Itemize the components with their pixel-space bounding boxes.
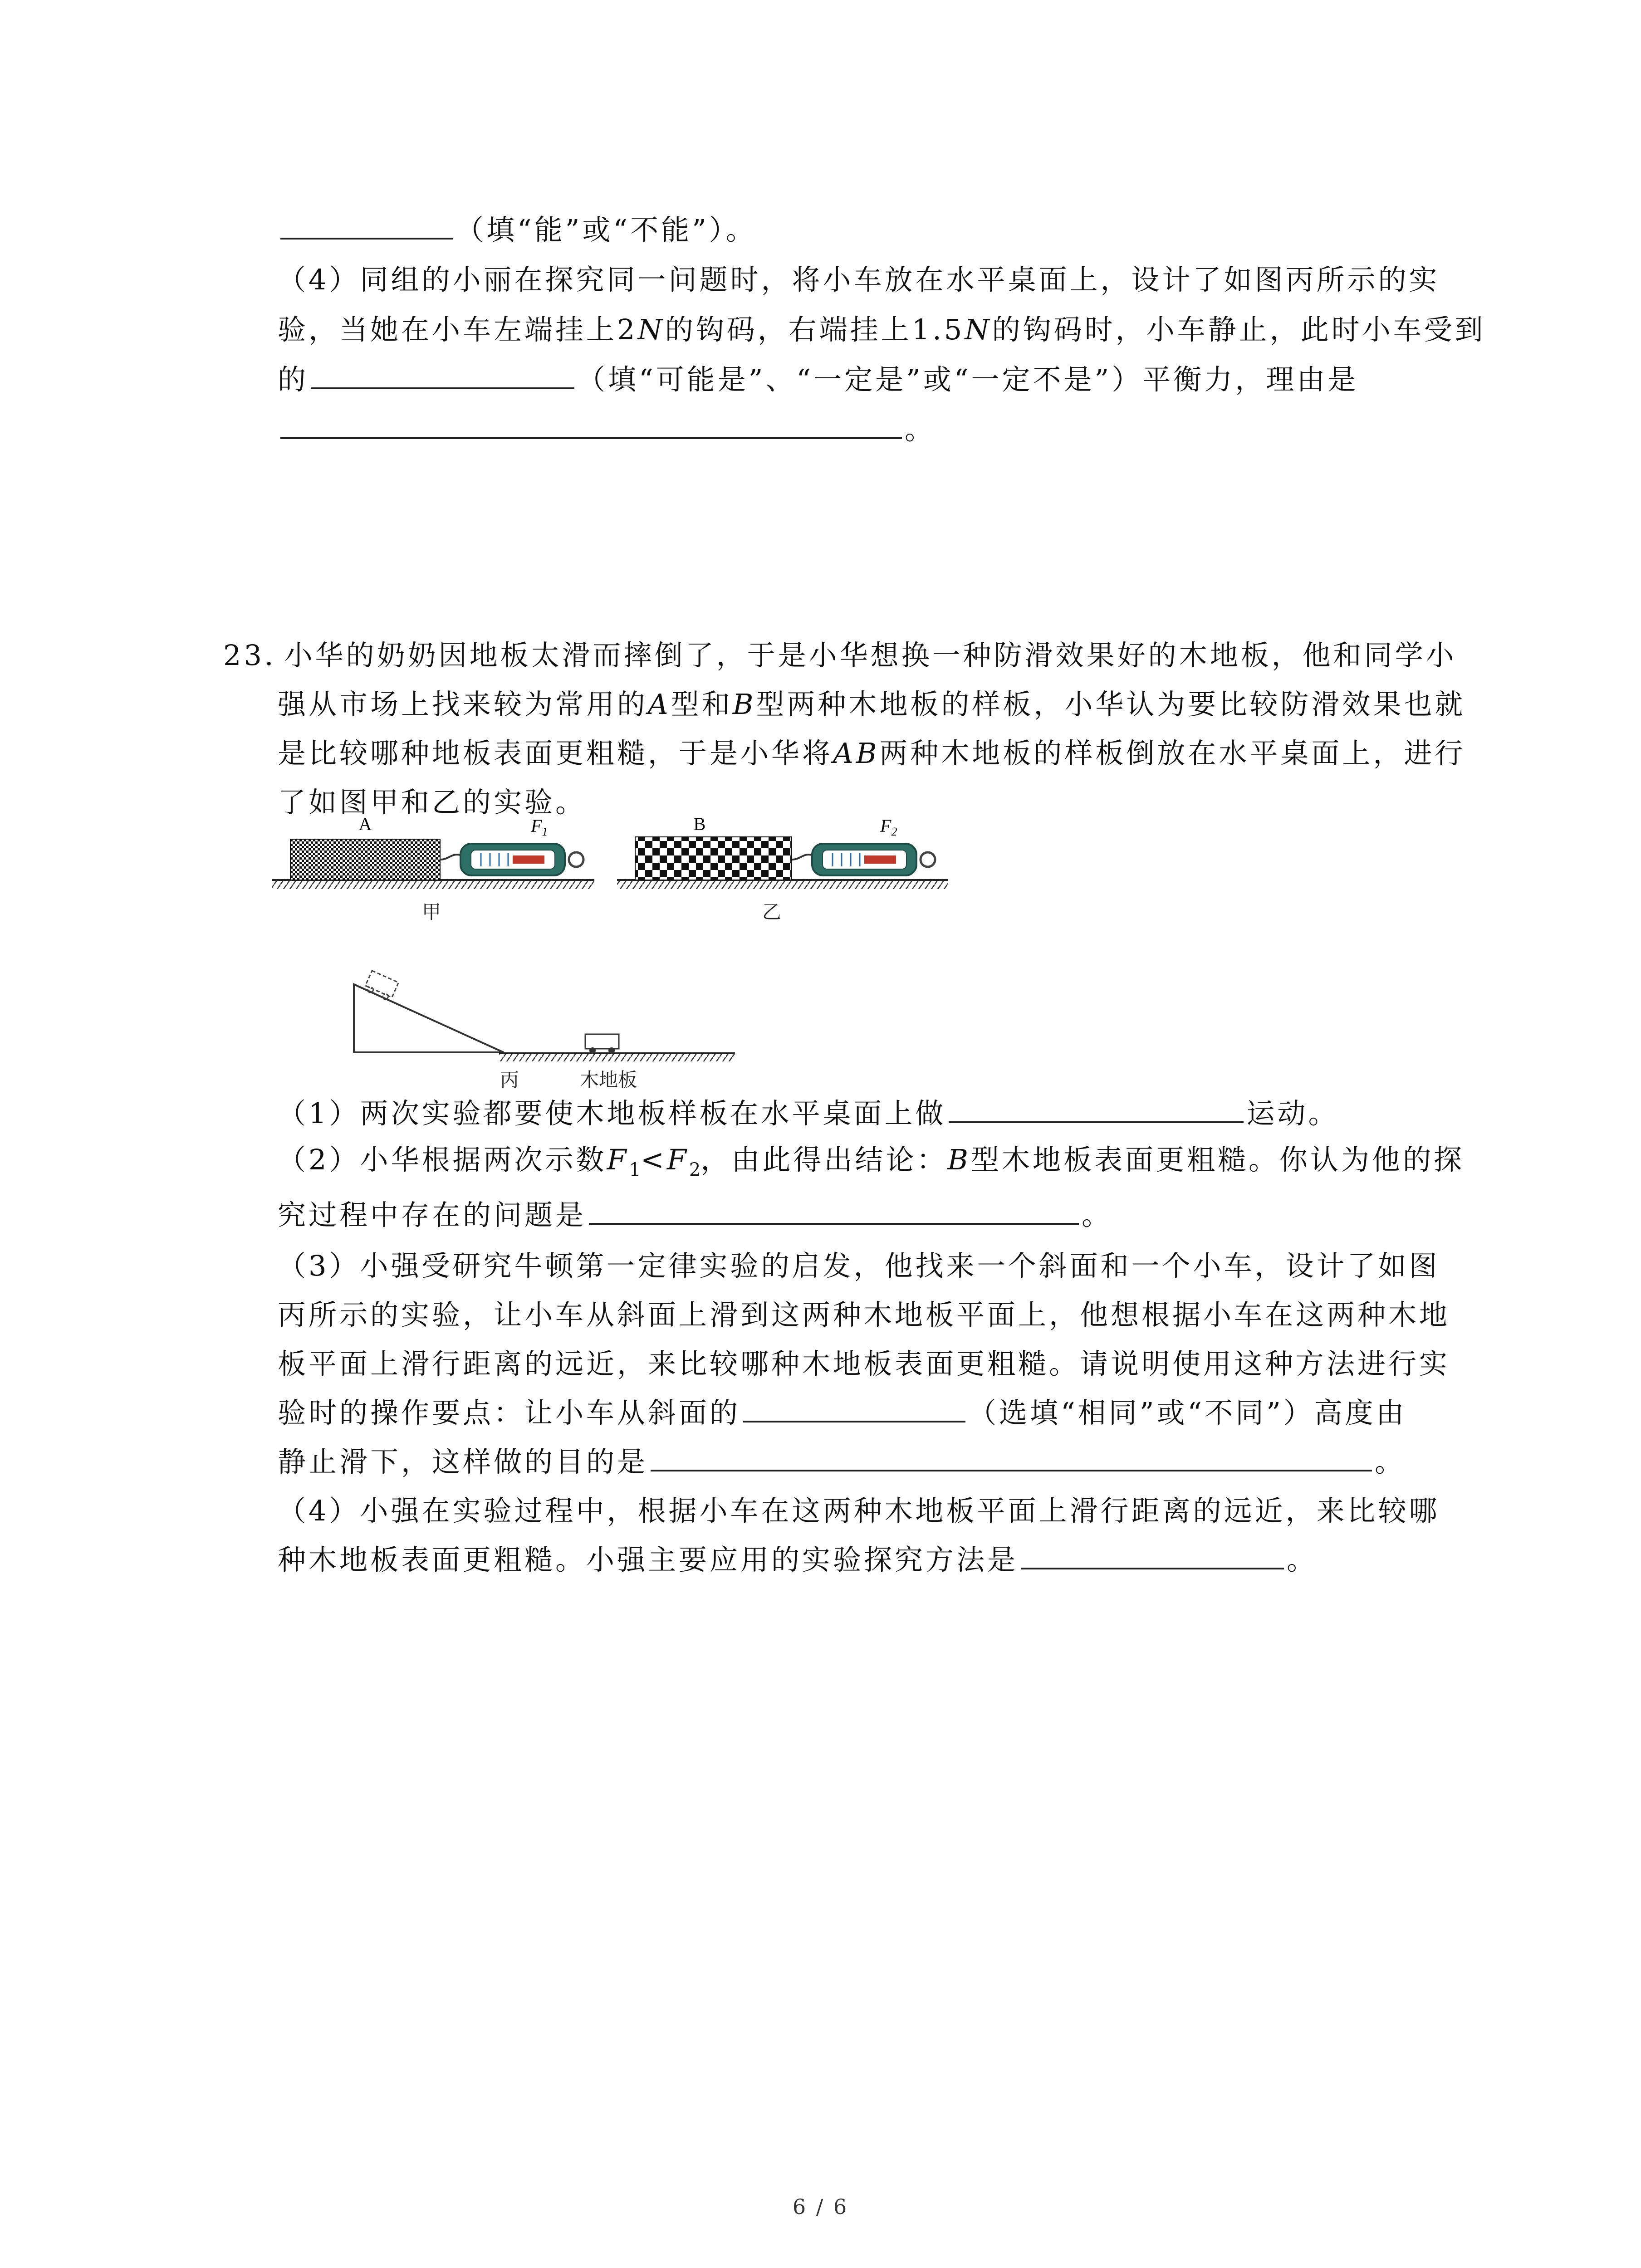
block-b: [635, 837, 792, 880]
q23-part3-line3: 板平面上滑行距离的远近，来比较哪种木地板表面更粗糙。请说明使用这种方法进行实: [278, 1347, 1450, 1380]
q22-text: 的钩码时，小车静止，此时小车受到: [992, 313, 1486, 346]
q23-text: 小华的奶奶因地板太滑而摔倒了，于是小华想换一种防滑效果好的木地板，他和同学小: [284, 639, 1457, 672]
q23-part2-line2: [278, 1195, 1112, 1236]
q23-text: 究过程中存在的问题是: [278, 1198, 587, 1232]
q22-line1: [278, 210, 757, 250]
q22-text: 验，当她在小车左端挂上: [278, 313, 617, 346]
cart: [585, 1034, 619, 1054]
force-2-subscript: 2: [891, 825, 897, 838]
incline-figure: [345, 948, 744, 1061]
q23-text: 型两种木地板的样板，小华认为要比较防滑效果也就: [756, 688, 1466, 721]
q23-var: A: [648, 688, 671, 721]
spring-scale-2: [792, 844, 935, 875]
q23-var: B: [947, 1143, 971, 1176]
q23-part4-line1: （4）小强在实验过程中，根据小车在这两种木地板平面上滑行距离的远近，来比较哪: [278, 1494, 1440, 1527]
q23-text: 强从市场上找来较为常用的: [278, 688, 648, 721]
q22-line1-text: （填“能”或“不能”）。: [456, 213, 757, 246]
q22-text: 1.5: [911, 313, 965, 346]
table-surface-hatch: [617, 881, 948, 889]
q23-subscript: 2: [689, 1159, 701, 1180]
friction-figure: [268, 812, 962, 930]
q22-line5: [278, 409, 936, 450]
question-number: 23.: [223, 639, 276, 672]
answer-blank[interactable]: [589, 1195, 1079, 1225]
q23-text: （选填“相同”或“不同”）高度由: [968, 1396, 1407, 1429]
q23-part3-line4: [278, 1393, 1407, 1433]
answer-blank[interactable]: [280, 210, 453, 240]
answer-blank[interactable]: [311, 359, 574, 389]
q23-part1: [278, 1093, 1339, 1134]
table-surface-hatch: [272, 881, 594, 889]
q23-text: 。: [1082, 1198, 1113, 1232]
q23-text: （2）小华根据两次示数: [278, 1143, 607, 1176]
q23-var: F: [607, 1143, 629, 1176]
q23-text: （1）两次实验都要使木地板样板在水平桌面上做: [278, 1097, 946, 1130]
force-1-subscript: 1: [542, 825, 548, 838]
q23-line4: 了如图甲和乙的实验。: [278, 786, 587, 819]
q23-subscript: 1: [629, 1159, 641, 1180]
q22-line3: [278, 309, 1486, 350]
incline-ramp: [354, 984, 504, 1052]
q23-text: 。: [1375, 1445, 1406, 1478]
caption-jia: 甲: [422, 901, 441, 923]
q22-text: 。: [905, 413, 936, 446]
q23-text: 两种木地板的样板倒放在水平桌面上，进行: [879, 737, 1466, 770]
spring-scale-1: [440, 844, 583, 875]
q22-text: 的钩码，右端挂上: [665, 313, 912, 346]
q23-text: 运动。: [1246, 1097, 1339, 1130]
q23-text: 静止滑下，这样做的目的是: [278, 1445, 648, 1478]
q23-line3: [278, 733, 1465, 774]
force-2-label: [880, 816, 897, 838]
q22-text: 2: [617, 313, 638, 346]
block-a: [290, 839, 440, 880]
q23-text: 种木地板表面更粗糙。小强主要应用的实验探究方法是: [278, 1543, 1019, 1576]
q23-var: B: [732, 688, 756, 721]
q23-var: F: [666, 1143, 689, 1176]
q23-part4-line2: [278, 1540, 1318, 1580]
q23-text: ，由此得出结论：: [700, 1143, 948, 1176]
q23-var: AB: [833, 737, 880, 770]
q22-line4: [278, 359, 1358, 400]
caption-yi: 乙: [762, 901, 782, 923]
q23-part3-line1: （3）小强受研究牛顿第一定律实验的启发，他找来一个斜面和一个小车，设计了如图: [278, 1249, 1440, 1282]
block-a-label: A: [358, 814, 372, 834]
q22-unit: N: [965, 313, 992, 346]
answer-blank[interactable]: [1021, 1540, 1284, 1569]
page-number: 6 / 6: [792, 2195, 849, 2219]
q23-text: 型和: [671, 688, 733, 721]
q22-line2: （4）同组的小丽在探究同一问题时，将小车放在水平桌面上，设计了如图丙所示的实: [278, 263, 1440, 296]
q23-part3-line5: [278, 1442, 1406, 1482]
q23-part3-line2: 丙所示的实验，让小车从斜面上滑到这两种木地板平面上，他想根据小车在这两种木地: [278, 1298, 1450, 1331]
q23-line1: [223, 635, 1457, 676]
answer-blank[interactable]: [949, 1093, 1244, 1123]
q23-text: 型木地板表面更粗糙。你认为他的探: [970, 1143, 1465, 1176]
floor-hatch: [499, 1054, 735, 1061]
force-1-label: [530, 816, 548, 838]
caption-bing: 丙: [500, 1069, 519, 1091]
q23-part2: [278, 1139, 1465, 1190]
q23-text: 是比较哪种地板表面更粗糙，于是小华将: [278, 737, 833, 770]
q23-text: 验时的操作要点：让小车从斜面的: [278, 1396, 741, 1429]
q23-text: 。: [1287, 1543, 1318, 1576]
q23-symbol: <: [640, 1143, 667, 1176]
q22-unit: N: [637, 313, 665, 346]
q23-line2: [278, 684, 1465, 725]
q22-text: （填“可能是”、“一定是”或“一定不是”）平衡力，理由是: [577, 363, 1359, 396]
answer-blank[interactable]: [651, 1442, 1372, 1471]
answer-blank[interactable]: [743, 1393, 965, 1422]
block-b-label: B: [693, 814, 706, 834]
answer-blank[interactable]: [280, 409, 902, 439]
force-2-symbol: F: [880, 816, 892, 836]
floor-label: 木地板: [580, 1069, 637, 1091]
force-1-symbol: F: [531, 816, 542, 836]
q22-text: 的: [278, 363, 309, 396]
